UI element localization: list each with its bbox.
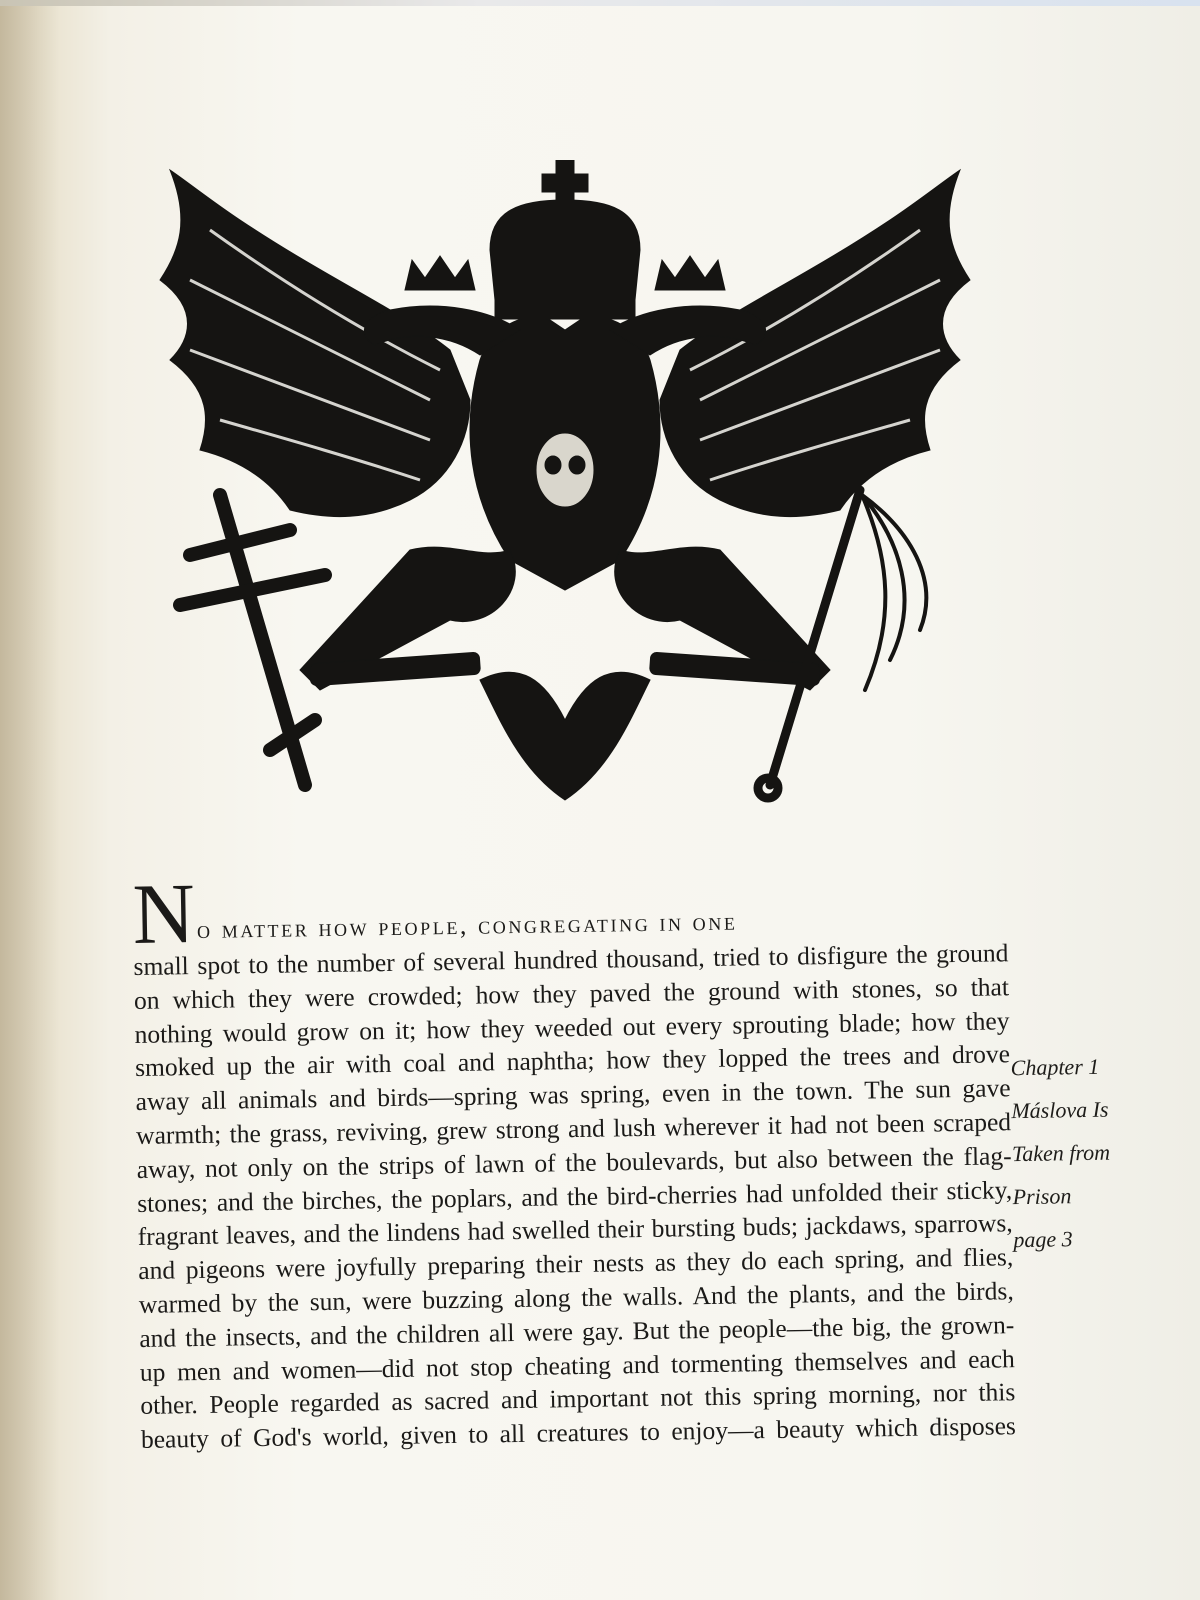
chapter-number: Chapter 1 [1010,1053,1100,1081]
opening-small-caps: o matter how people, congregating in one [196,906,738,944]
page-gutter-shadow [0,6,60,1600]
left-crown [405,256,475,290]
drop-cap: N [131,865,194,962]
text-line: and the insects, and the children all were gay. But the people—the big, the grown- [139,1309,1015,1353]
text-line: and pigeons were joyfully preparing their nests as they do each spring, and flies, [138,1242,1014,1286]
orthodox-cross [180,495,325,785]
text-line: away, not only on the strips of lawn of the boulevards, but also between the flag- [136,1141,1012,1184]
text-line: warmed by the sun, were buzzing along the walls. And the plants, and the birds, [138,1276,1014,1319]
right-crown [655,256,725,290]
text-line: smoked up the air with coal and naphtha; how they lopped the trees and drove [134,1039,1011,1083]
text-line: warmth; the grass, reviving, grew strong and lush wherever it had not been scraped [135,1107,1012,1150]
chapter-margin-note [1010,1044,1163,1261]
chapter-opening-text [132,856,1016,1457]
central-crown [490,200,640,300]
skull [535,432,595,508]
chapter-title-line: Máslova Is [1011,1096,1109,1124]
page-reference: page 3 [1013,1226,1073,1253]
text-line: on which they were crowded; how they paved the ground with stones, so that [133,972,1010,1015]
text-line: up men and women—did not stop cheating and tormenting themselves and each [139,1343,1016,1387]
text-line: fragrant leaves, and the lindens had swelled their bursting buds; jackdaws, sparrows, [137,1208,1013,1252]
text-line: nothing would grow on it; how they weeded out every sprouting blade; how they [134,1005,1010,1049]
tail-feathers [480,672,650,800]
text-line: stones; and the birches, the poplars, and the bird-cherries had unfolded their sticky, [137,1174,1013,1218]
text-line: beauty of God's world, given to all creatures to enjoy—a beauty which disposes [140,1411,1017,1455]
text-line: other. People regarded as sacred and important not this spring morning, nor this [140,1377,1016,1421]
text-line: away all animals and birds—spring was spring, even in the town. The sun gave [135,1073,1011,1117]
chapter-title-line: Taken from [1011,1139,1111,1167]
text-line: small spot to the number of several hundred thousand, tried to disfigure the ground [133,938,1009,981]
chapter-title-line: Prison [1012,1183,1072,1210]
double-headed-eagle-icon [150,160,980,820]
